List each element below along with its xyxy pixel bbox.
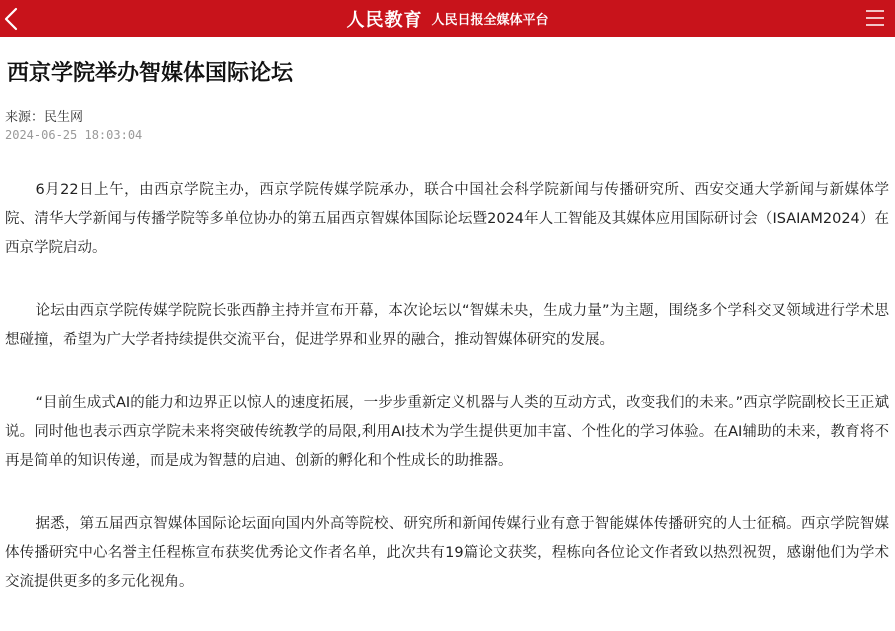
article-paragraph: 6月22日上午，由西京学院主办，西京学院传媒学院承办，联合中国社会科学院新闻与传播研究所、西安交通大学新闻与新媒体学院、清华大学新闻与传播学院等多单位协办的第五届西京智媒体国际论坛暨2024年人工智能及其媒体应用国际研讨会（ISAIAM2024）在西京学院启动。 xyxy=(5,182,889,256)
top-header-bar xyxy=(0,0,895,37)
source-name: 民生网 xyxy=(44,110,84,125)
brand xyxy=(0,0,895,37)
article-paragraph: 据悉，第五届西京智媒体国际论坛面向国内外高等院校、研究所和新闻传媒行业有意于智能媒体传播研究的人士征稿。西京学院智媒体传播研究中心名誉主任程栋宣布获奖优秀论文作者名单，此次共有19篇论文获奖，程栋向各位论文作者致以热烈祝贺，感谢他们为学术交流提供更多的多元化视角。 xyxy=(5,516,889,590)
article-paragraph: 论坛由西京学院传媒学院院长张西静主持并宣布开幕，本次论坛以“智媒未央，生成力量”为主题，围绕多个学科交叉领域进行学术思想碰撞，希望为广大学者持续提供交流平台，促进学界和业界的融合，推动智媒体研究的发展。 xyxy=(5,303,889,348)
article-datetime: 2024-06-25 18:03:04 xyxy=(5,128,143,142)
article-paragraph: “目前生成式AI的能力和边界正以惊人的速度拓展，一步步重新定义机器与人类的互动方式，改变我们的未来。”西京学院副校长王正斌说。同时他也表示西京学院未来将突破传统教学的局限,利用AI技术为学生提供更加丰富、个性化的学习体验。在AI辅助的未来，教育将不再是简单的知识传递，而是成为智慧的启迪、创新的孵化和个性成长的助推器。 xyxy=(5,395,889,469)
brand-subtitle: 人民日报全媒体平台 xyxy=(431,13,549,28)
brand-name: 人民教育 xyxy=(346,9,423,31)
source-label: 来源： xyxy=(5,110,45,125)
article-title: 西京学院举办智媒体国际论坛 xyxy=(7,61,294,86)
menu-button[interactable] xyxy=(855,0,895,37)
article-body xyxy=(5,176,889,631)
article-source xyxy=(5,106,83,125)
hamburger-menu-icon xyxy=(865,8,885,28)
